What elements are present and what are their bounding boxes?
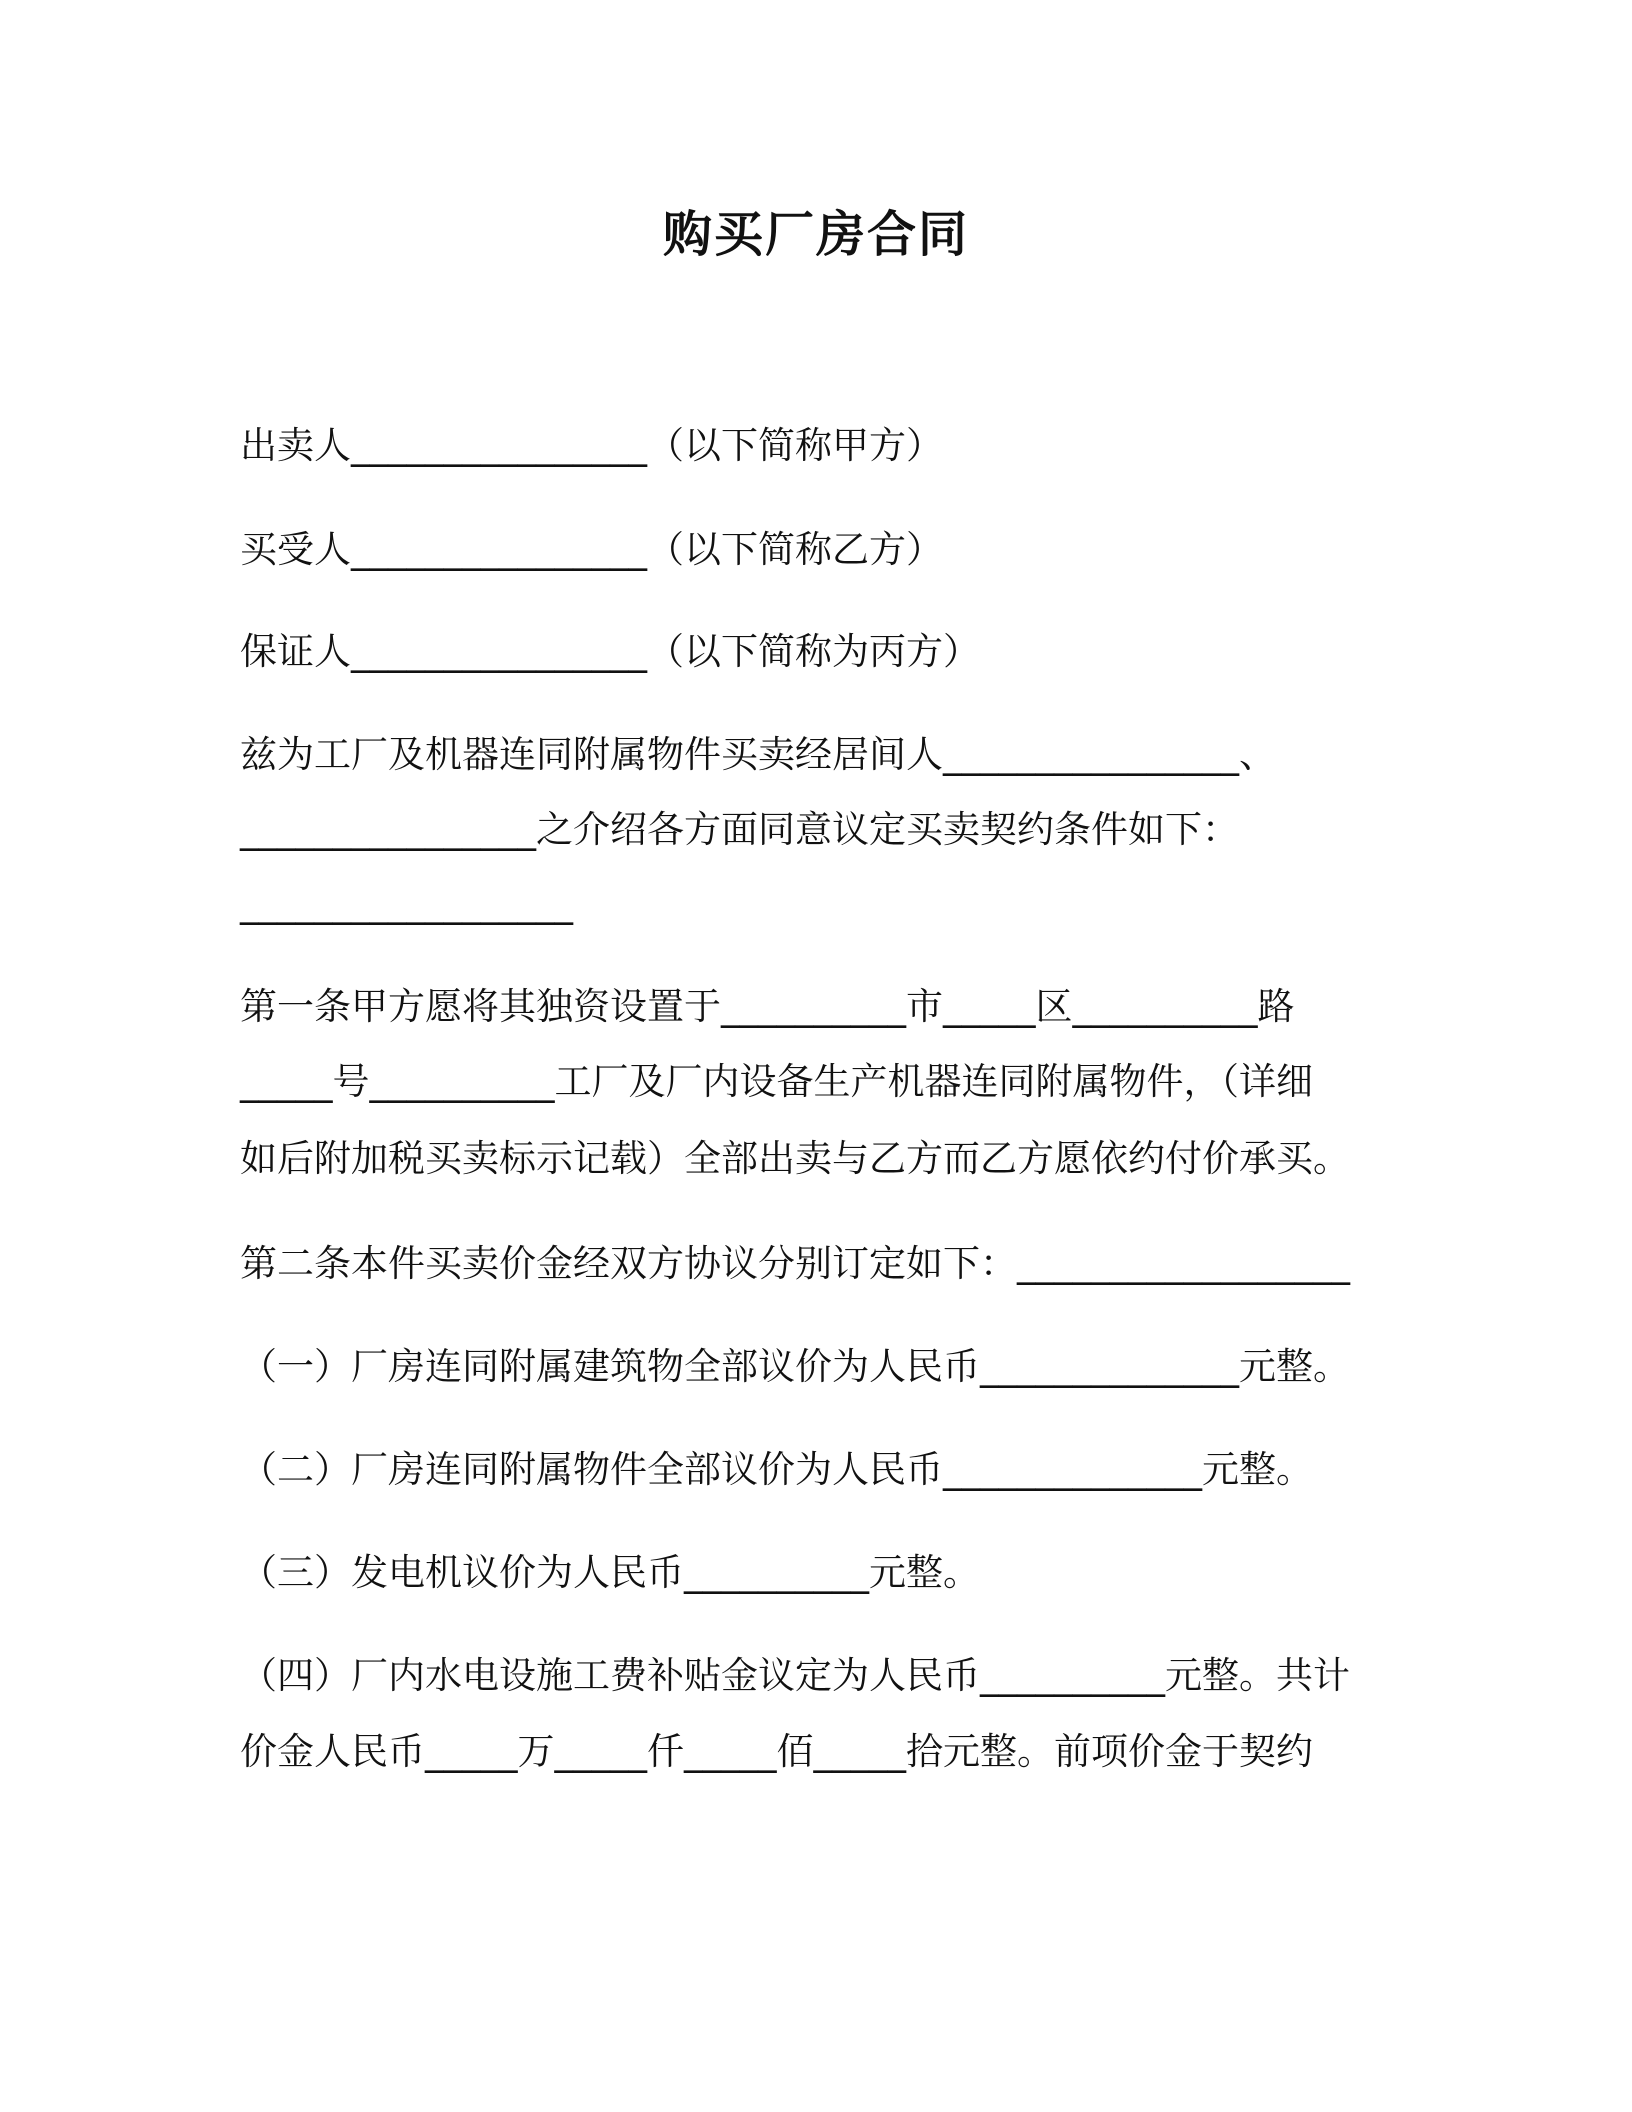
article-1-line-3: 如后附加税买卖标示记载）全部出卖与乙方而乙方愿依约付价承买。 [240,1137,1350,1180]
blank-line: __________________ [240,882,573,925]
article-2-item-4: （四）厂内水电设施工费补贴金议定为人民币__________元整。共计 [240,1654,1350,1697]
article-1-line-1: 第一条甲方愿将其独资设置于__________市_____区__________路 [240,985,1295,1028]
article-2-total-line: 价金人民币_____万_____仟_____佰_____拾元整。前项价金于契约 [240,1730,1313,1773]
article-1-line-2: _____号__________工厂及厂内设备生产机器连同附属物件，（详细 [240,1060,1313,1103]
buyer-line: 买受人________________（以下简称乙方） [240,528,943,571]
article-2-item-1: （一）厂房连同附属建筑物全部议价为人民币______________元整。 [240,1345,1350,1388]
document-title: 购买厂房合同 [662,206,969,263]
guarantor-line: 保证人________________（以下简称为丙方） [240,630,980,673]
seller-line: 出卖人________________（以下简称甲方） [240,424,943,467]
article-2-item-3: （三）发电机议价为人民币__________元整。 [240,1551,980,1594]
preamble-line-2: ________________之介绍各方面同意议定买卖契约条件如下： [240,808,1239,851]
preamble-line-1: 兹为工厂及机器连同附属物件买卖经居间人________________、 [240,733,1276,776]
article-2-line: 第二条本件买卖价金经双方协议分别订定如下：__________________ [240,1242,1350,1285]
article-2-item-2: （二）厂房连同附属物件全部议价为人民币______________元整。 [240,1448,1313,1491]
